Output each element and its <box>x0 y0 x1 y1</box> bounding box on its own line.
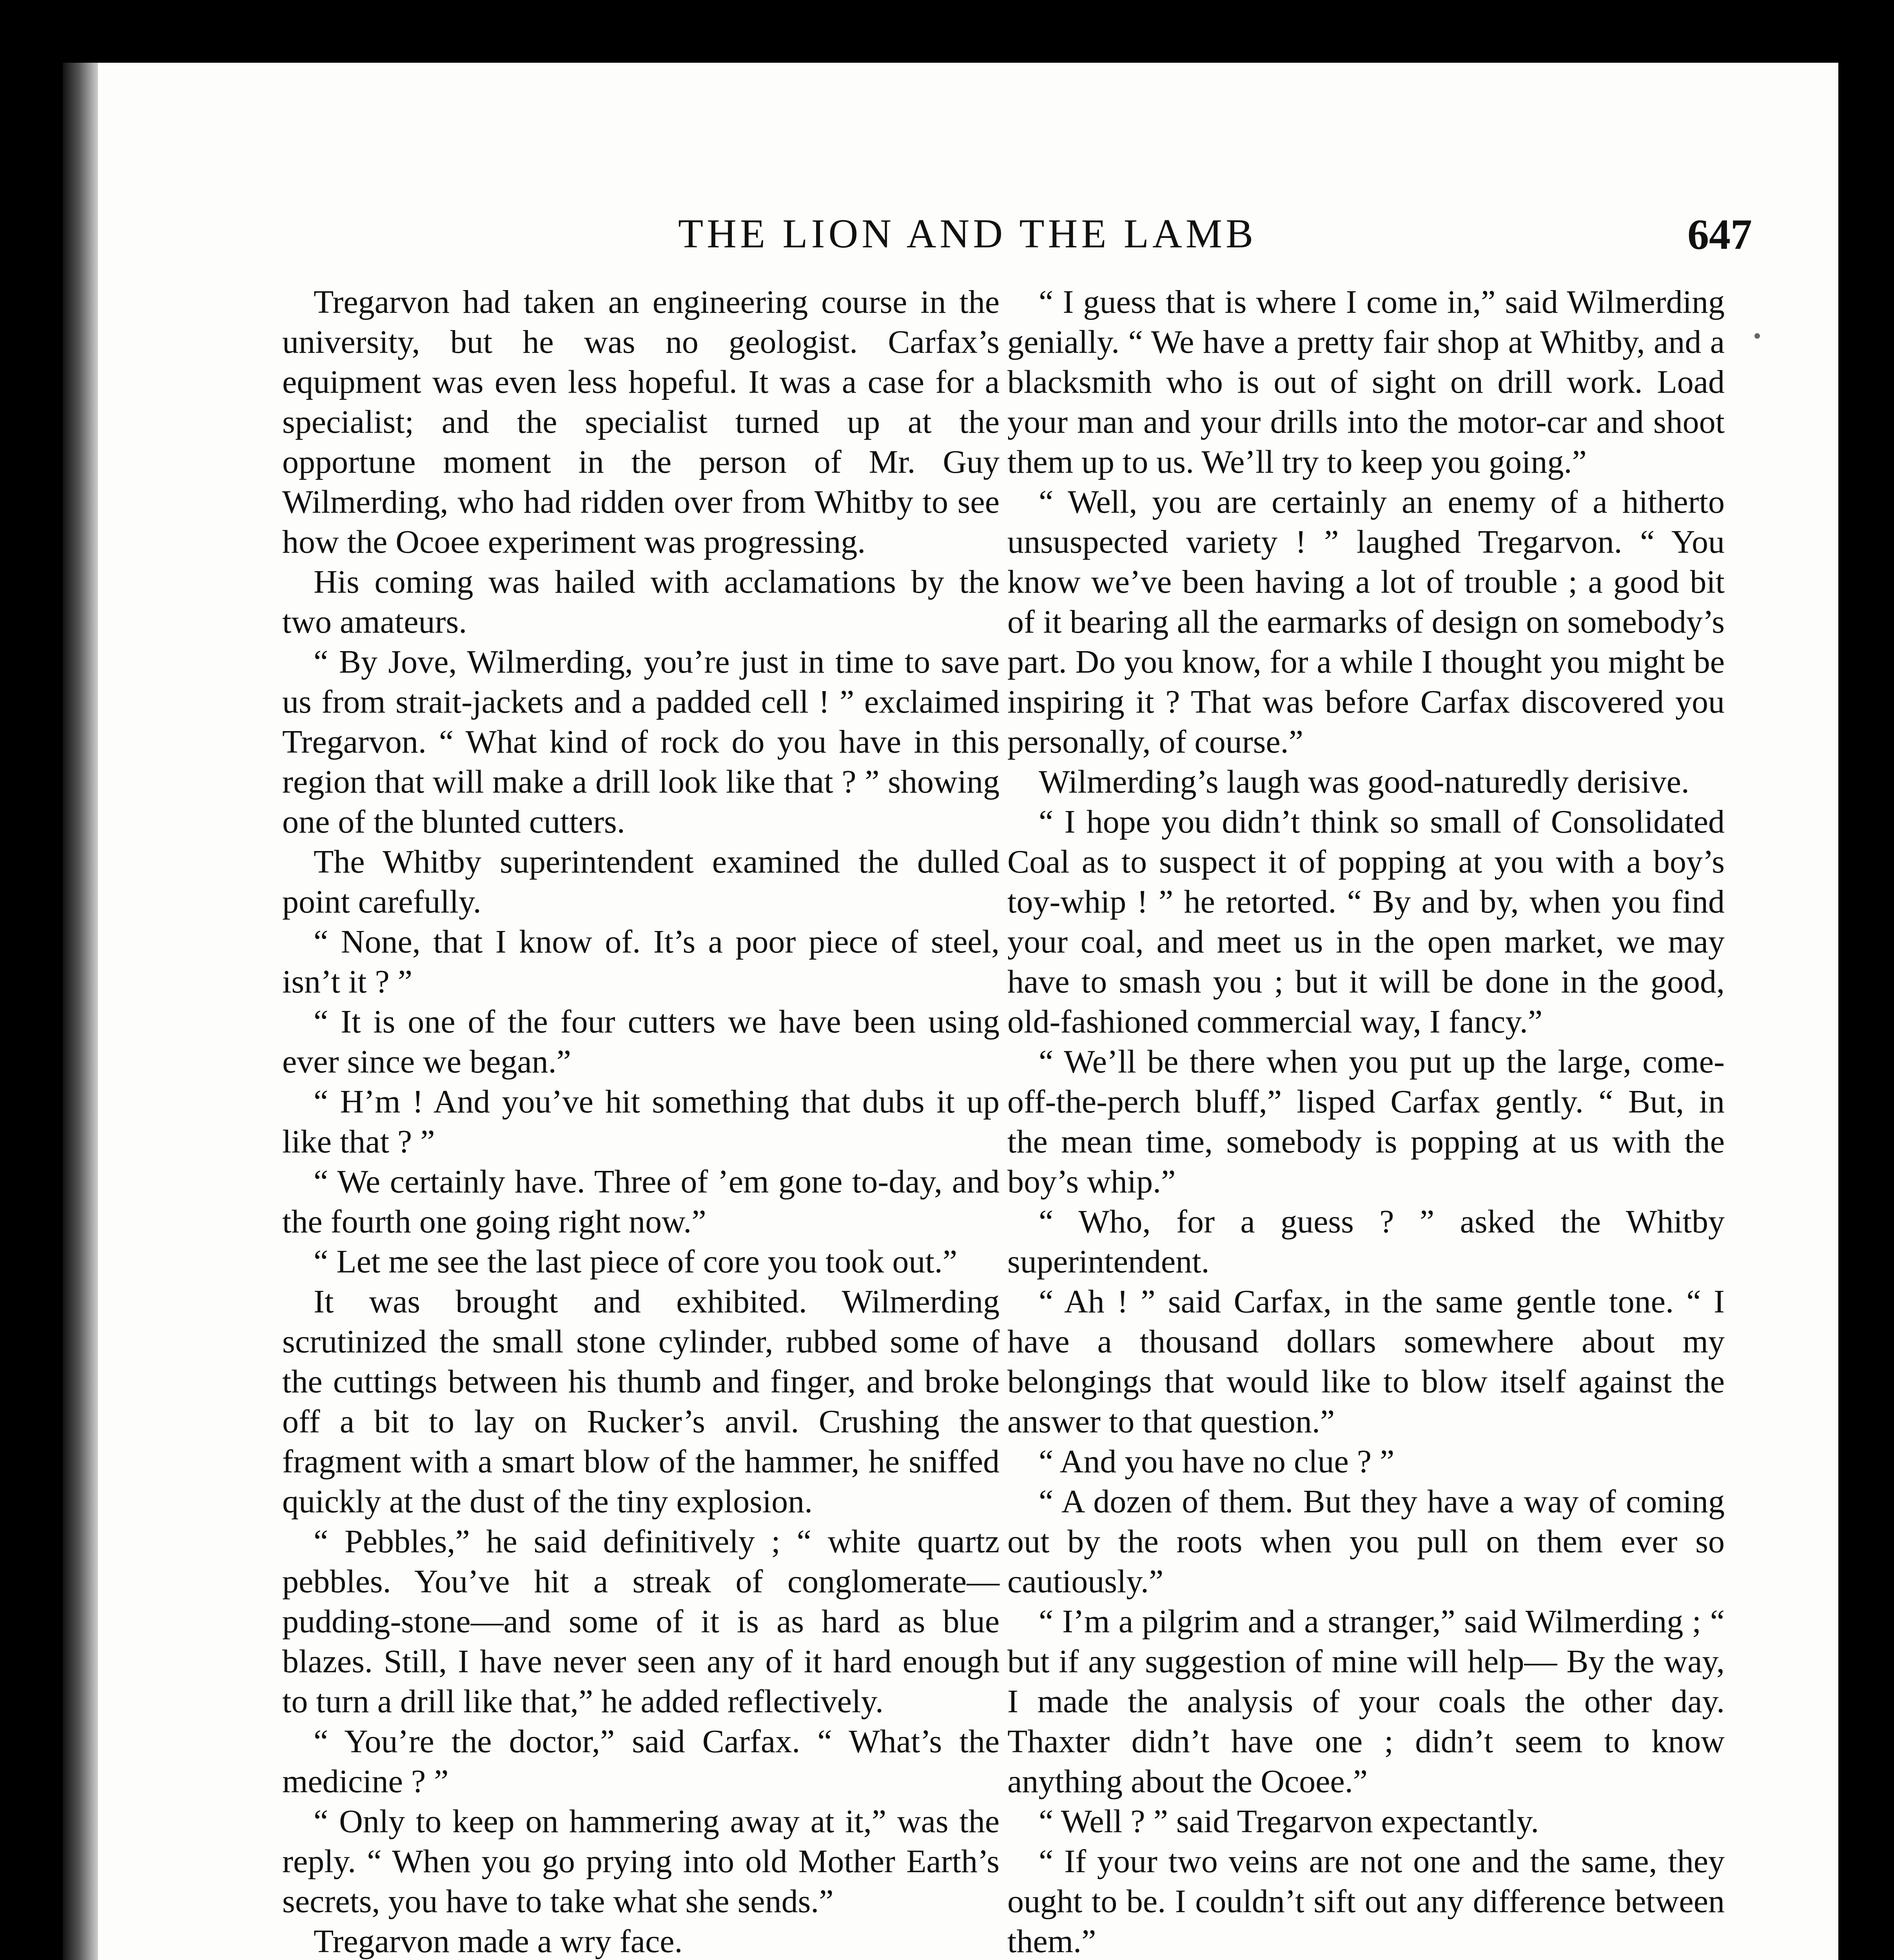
paragraph: “ Pebbles,” he said definitively ; “ white quartz pebbles. You’ve hit a streak of conglomerate—pudding-stone—and some of it is as hard as blue blazes. Still, I have never seen any of it hard enough to turn a drill like that,” he added reflectively. <box>282 1523 1000 1720</box>
paragraph: “ By Jove, Wilmerding, you’re just in time to save us from strait-jackets and a padded cell ! ” exclaimed Tregarvon. “ What kind of rock do you have in this region that will make a drill look like that ? ” showing one of the blunted cutters. <box>282 644 1000 840</box>
running-head: THE LION AND THE LAMB <box>678 211 1257 256</box>
paragraph: “ H’m ! And you’ve hit something that dubs it up like that ? ” <box>282 1083 1000 1160</box>
paragraph: “ If your two veins are not one and the same, they ought to be. I couldn’t sift out any difference between them.” <box>1007 1843 1725 1960</box>
page-number: 647 <box>1687 211 1752 258</box>
paragraph: The Whitby superintendent examined the dulled point carefully. <box>282 844 1000 920</box>
text-column-left <box>282 282 1000 1960</box>
gutter-shadow <box>63 63 98 1960</box>
paragraph: “ Well ? ” said Tregarvon expectantly. <box>1039 1803 1539 1840</box>
paragraph: Wilmerding’s laugh was good-naturedly derisive. <box>1039 764 1689 800</box>
paragraph: “ We certainly have. Three of ’em gone to-day, and the fourth one going right now.” <box>282 1163 1000 1240</box>
page-header <box>63 210 1752 272</box>
paragraph: “ Who, for a guess ? ” asked the Whitby superintendent. <box>1007 1203 1725 1280</box>
paragraph: “ Only to keep on hammering away at it,” was the reply. “ When you go prying into old Mother Earth’s secrets, you have to take what she sends.” <box>282 1803 1000 1920</box>
paragraph: His coming was hailed with acclamations by the two amateurs. <box>282 564 1000 640</box>
paragraph: “ It is one of the four cutters we have been using ever since we began.” <box>282 1004 1000 1080</box>
paragraph: “ You’re the doctor,” said Carfax. “ What’s the medicine ? ” <box>282 1723 1000 1800</box>
paragraph: “ Ah ! ” said Carfax, in the same gentle tone. “ I have a thousand dollars somewhere about my belongings that would like to blow itself against the answer to that question.” <box>1007 1283 1725 1440</box>
paragraph: “ I’m a pilgrim and a stranger,” said Wilmerding ; “ but if any suggestion of mine will help— By the way, I made the analysis of your coals the other day. Thaxter didn’t have one ; didn’t seem to know anything about the Ocoee.” <box>1007 1603 1725 1800</box>
page-speck <box>1754 333 1760 339</box>
paragraph: “ We’ll be there when you put up the large, come-off-the-perch bluff,” lisped Carfax gently. “ But, in the mean time, somebody is popping at us with the boy’s whip.” <box>1007 1044 1725 1200</box>
book-page <box>63 63 1838 1960</box>
paragraph: “ And you have no clue ? ” <box>1039 1443 1395 1480</box>
paragraph: “ I hope you didn’t think so small of Consolidated Coal as to suspect it of popping at you with a boy’s toy-whip ! ” he retorted. “ By and by, when you find your coal, and meet us in the open market, we may have to smash you ; but it will be done in the good, old-fashioned commercial way, I fancy.” <box>1007 804 1725 1040</box>
paragraph: Tregarvon made a wry face. <box>314 1923 683 1960</box>
paragraph: “ A dozen of them. But they have a way of coming out by the roots when you pull on them ever so cautiously.” <box>1007 1483 1725 1600</box>
paragraph: “ Well, you are certainly an enemy of a hitherto unsuspected variety ! ” laughed Tregarvon. “ You know we’ve been having a lot of trouble ; a good bit of it bearing all the earmarks of design on somebody’s part. Do you know, for a while I thought you might be inspiring it ? That was before Carfax discovered you personally, of course.” <box>1007 484 1725 760</box>
paragraph: “ I guess that is where I come in,” said Wilmerding genially. “ We have a pretty fair shop at Whitby, and a blacksmith who is out of sight on drill work. Load your man and your drills into the motor-car and shoot them up to us. We’ll try to keep you going.” <box>1007 284 1725 480</box>
paragraph: “ None, that I know of. It’s a poor piece of steel, isn’t it ? ” <box>282 924 1000 1000</box>
paragraph: It was brought and exhibited. Wilmerding scrutinized the small stone cylinder, rubbed some of the cuttings between his thumb and finger, and broke off a bit to lay on Rucker’s anvil. Crushing the fragment with a smart blow of the hammer, he sniffed quickly at the dust of the tiny explosion. <box>282 1283 1000 1520</box>
paragraph: “ Let me see the last piece of core you took out.” <box>314 1243 958 1280</box>
text-column-right <box>1007 282 1725 1960</box>
paragraph: Tregarvon had taken an engineering course in the university, but he was no geologist. Carfax’s equipment was even less hopeful. It was a case for a specialist; and the specialist turned up at the opportune moment in the person of Mr. Guy Wilmerding, who had ridden over from Whitby to see how the Ocoee experiment was progressing. <box>282 284 1000 560</box>
